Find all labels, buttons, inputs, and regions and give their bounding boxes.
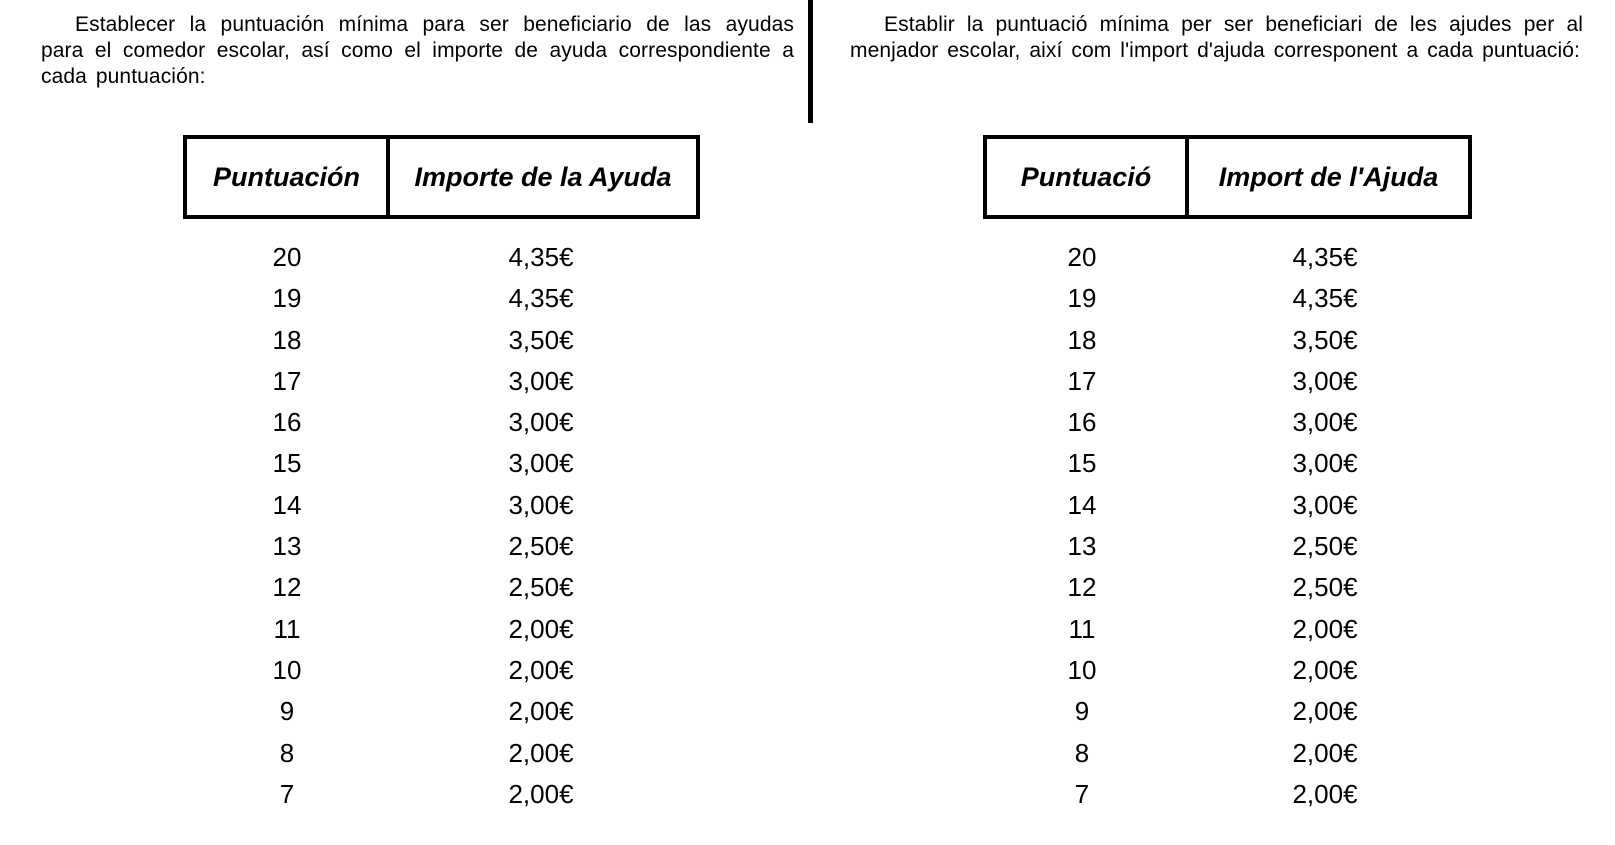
score-cell: 13	[272, 531, 302, 562]
score-cell: 8	[279, 737, 295, 768]
score-cell: 10	[1067, 654, 1097, 685]
score-cell: 14	[272, 489, 302, 520]
table-row	[0, 485, 1615, 526]
score-cell: 9	[279, 696, 295, 727]
catalan-header-amount: Import de l'Ajuda	[1185, 139, 1468, 215]
amount-cell: 2,00€	[508, 737, 574, 768]
amount-cell: 2,50€	[1292, 531, 1358, 562]
amount-cell: 2,00€	[1292, 654, 1358, 685]
score-cell: 8	[1074, 737, 1090, 768]
table-row	[0, 774, 1615, 815]
score-cell: 11	[1068, 613, 1096, 644]
amount-cell: 3,00€	[1292, 448, 1358, 479]
score-cell: 17	[272, 365, 302, 396]
table-row	[0, 361, 1615, 402]
amount-cell: 2,00€	[508, 778, 574, 809]
amount-cell: 3,00€	[508, 489, 574, 520]
table-row	[0, 320, 1615, 361]
amount-cell: 3,00€	[508, 448, 574, 479]
amount-cell: 4,35€	[1292, 283, 1358, 314]
score-cell: 12	[1067, 572, 1097, 603]
amount-cell: 3,50€	[508, 324, 574, 355]
catalan-table-header	[983, 135, 1472, 219]
amount-cell: 2,00€	[508, 696, 574, 727]
amount-cell: 4,35€	[508, 283, 574, 314]
amount-cell: 2,50€	[508, 531, 574, 562]
score-cell: 11	[273, 613, 301, 644]
amount-cell: 3,00€	[1292, 407, 1358, 438]
table-row	[0, 650, 1615, 691]
table-row	[0, 567, 1615, 608]
amount-cell: 2,00€	[508, 613, 574, 644]
table-row	[0, 237, 1615, 278]
spanish-intro-paragraph	[41, 12, 794, 90]
score-cell: 15	[272, 448, 302, 479]
score-cell: 16	[1067, 407, 1097, 438]
amount-cell: 3,00€	[508, 407, 574, 438]
amount-cell: 2,00€	[1292, 737, 1358, 768]
score-cell: 10	[272, 654, 302, 685]
table-row	[0, 733, 1615, 774]
amount-cell: 2,00€	[1292, 696, 1358, 727]
table-row	[0, 609, 1615, 650]
score-cell: 15	[1067, 448, 1097, 479]
amount-cell: 2,00€	[508, 654, 574, 685]
amount-cell: 2,00€	[1292, 613, 1358, 644]
amount-cell: 3,50€	[1292, 324, 1358, 355]
score-cell: 9	[1074, 696, 1090, 727]
table-row	[0, 691, 1615, 732]
catalan-intro-paragraph	[850, 12, 1583, 64]
score-cell: 20	[1067, 242, 1097, 272]
spanish-header-amount: Importe de la Ayuda	[386, 139, 696, 215]
amount-cell: 3,00€	[1292, 489, 1358, 520]
score-cell: 16	[272, 407, 302, 438]
score-cell: 13	[1067, 531, 1097, 562]
score-cell: 17	[1067, 365, 1097, 396]
table-row	[0, 402, 1615, 443]
amount-cell: 4,35€	[1292, 242, 1358, 272]
table-row	[0, 443, 1615, 484]
table-row	[0, 278, 1615, 319]
amount-cell: 3,00€	[508, 365, 574, 396]
score-cell: 12	[272, 572, 302, 603]
spanish-table-header	[183, 135, 700, 219]
catalan-header-score: Puntuació	[1020, 161, 1152, 192]
score-cell: 7	[279, 778, 295, 809]
amount-cell: 3,00€	[1292, 365, 1358, 396]
catalan-table-body	[0, 237, 1615, 815]
score-cell: 19	[272, 283, 302, 314]
score-cell: 18	[272, 324, 302, 355]
spanish-intro-text: Establecer la puntuación mínima para ser beneficiario de las ayudas para el comedor escolar, así como el importe de ayuda correspondiente a cada puntuación:	[41, 13, 794, 88]
score-cell: 19	[1067, 283, 1097, 314]
amount-cell: 4,35€	[508, 242, 574, 272]
spanish-header-score: Puntuación	[213, 161, 360, 192]
amount-cell: 2,00€	[1292, 778, 1358, 809]
table-row	[0, 526, 1615, 567]
score-cell: 18	[1067, 324, 1097, 355]
score-cell: 14	[1067, 489, 1097, 520]
catalan-intro-text: Establir la puntuació mínima per ser beneficiari de les ajudes per al menjador escolar, així com l'import d'ajuda corresponent a cada puntuació:	[850, 13, 1583, 62]
score-cell: 7	[1074, 778, 1090, 809]
amount-cell: 2,50€	[1292, 572, 1358, 603]
score-cell: 20	[272, 242, 302, 272]
amount-cell: 2,50€	[508, 572, 574, 603]
column-divider	[808, 0, 813, 123]
